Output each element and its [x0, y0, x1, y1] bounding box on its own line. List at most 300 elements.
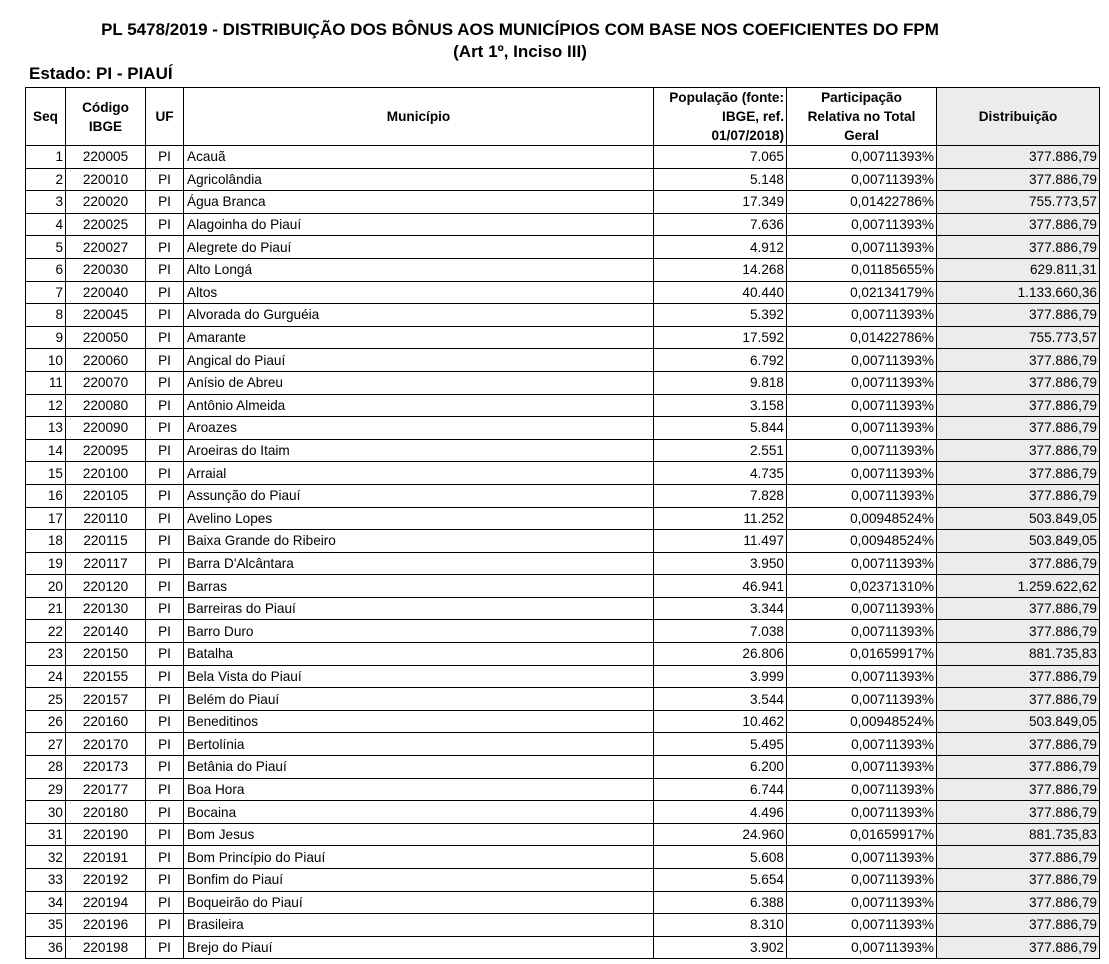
cell-distribuicao: 377.886,79	[937, 394, 1100, 417]
table-row	[26, 778, 1100, 801]
cell-populacao: 46.941	[654, 575, 787, 598]
cell-code: 220192	[66, 869, 146, 892]
cell-distribuicao: 377.886,79	[937, 733, 1100, 756]
cell-participacao: 0,00711393%	[787, 304, 937, 327]
cell-populacao: 6.744	[654, 778, 787, 801]
cell-uf: PI	[146, 530, 184, 553]
cell-participacao: 0,00711393%	[787, 778, 937, 801]
cell-participacao: 0,00948524%	[787, 530, 937, 553]
table-row	[26, 710, 1100, 733]
cell-code: 220105	[66, 484, 146, 507]
cell-seq: 8	[26, 304, 66, 327]
cell-populacao: 4.735	[654, 462, 787, 485]
cell-distribuicao: 377.886,79	[937, 552, 1100, 575]
table-row	[26, 326, 1100, 349]
cell-municipio: Assunção do Piauí	[184, 484, 654, 507]
table-row	[26, 349, 1100, 372]
cell-populacao: 5.608	[654, 846, 787, 869]
cell-municipio: Aroeiras do Itaim	[184, 439, 654, 462]
table-row	[26, 213, 1100, 236]
cell-code: 220027	[66, 236, 146, 259]
cell-populacao: 11.252	[654, 507, 787, 530]
cell-municipio: Bonfim do Piauí	[184, 869, 654, 892]
table-row	[26, 891, 1100, 914]
cell-uf: PI	[146, 552, 184, 575]
cell-populacao: 9.818	[654, 371, 787, 394]
cell-municipio: Barras	[184, 575, 654, 598]
cell-code: 220155	[66, 665, 146, 688]
cell-code: 220090	[66, 417, 146, 440]
cell-uf: PI	[146, 665, 184, 688]
cell-municipio: Boa Hora	[184, 778, 654, 801]
cell-code: 220080	[66, 394, 146, 417]
cell-seq: 2	[26, 168, 66, 191]
cell-uf: PI	[146, 575, 184, 598]
cell-populacao: 7.828	[654, 484, 787, 507]
cell-municipio: Brasileira	[184, 914, 654, 937]
cell-municipio: Antônio Almeida	[184, 394, 654, 417]
cell-municipio: Batalha	[184, 643, 654, 666]
cell-populacao: 3.344	[654, 597, 787, 620]
cell-participacao: 0,00711393%	[787, 688, 937, 711]
table-row	[26, 236, 1100, 259]
cell-populacao: 5.148	[654, 168, 787, 191]
cell-populacao: 5.844	[654, 417, 787, 440]
cell-populacao: 26.806	[654, 643, 787, 666]
cell-populacao: 14.268	[654, 258, 787, 281]
cell-distribuicao: 755.773,57	[937, 326, 1100, 349]
cell-seq: 13	[26, 417, 66, 440]
cell-seq: 27	[26, 733, 66, 756]
table-row	[26, 258, 1100, 281]
cell-municipio: Avelino Lopes	[184, 507, 654, 530]
cell-seq: 16	[26, 484, 66, 507]
table-row	[26, 597, 1100, 620]
cell-uf: PI	[146, 914, 184, 937]
cell-populacao: 8.310	[654, 914, 787, 937]
cell-participacao: 0,00711393%	[787, 733, 937, 756]
document-title: PL 5478/2019 - DISTRIBUIÇÃO DOS BÔNUS AOS MUNICÍPIOS COM BASE NOS COEFICIENTES DO FPM	[101, 20, 939, 39]
col-header-municipio: Município	[184, 88, 654, 146]
cell-participacao: 0,00711393%	[787, 552, 937, 575]
cell-municipio: Belém do Piauí	[184, 688, 654, 711]
cell-distribuicao: 1.259.622,62	[937, 575, 1100, 598]
cell-seq: 10	[26, 349, 66, 372]
cell-municipio: Anísio de Abreu	[184, 371, 654, 394]
cell-seq: 19	[26, 552, 66, 575]
cell-code: 220180	[66, 801, 146, 824]
cell-distribuicao: 377.886,79	[937, 304, 1100, 327]
cell-distribuicao: 755.773,57	[937, 191, 1100, 214]
cell-seq: 15	[26, 462, 66, 485]
cell-uf: PI	[146, 801, 184, 824]
table-row	[26, 575, 1100, 598]
cell-seq: 4	[26, 213, 66, 236]
table-row	[26, 552, 1100, 575]
cell-distribuicao: 377.886,79	[937, 665, 1100, 688]
cell-populacao: 7.065	[654, 146, 787, 169]
cell-seq: 29	[26, 778, 66, 801]
table-row	[26, 823, 1100, 846]
col-header-part-line1: Participação	[821, 90, 902, 105]
cell-code: 220040	[66, 281, 146, 304]
col-header-participacao	[787, 88, 937, 146]
cell-code: 220140	[66, 620, 146, 643]
cell-distribuicao: 503.849,05	[937, 710, 1100, 733]
cell-code: 220130	[66, 597, 146, 620]
cell-participacao: 0,00711393%	[787, 371, 937, 394]
cell-participacao: 0,01422786%	[787, 191, 937, 214]
cell-municipio: Acauã	[184, 146, 654, 169]
cell-uf: PI	[146, 869, 184, 892]
cell-uf: PI	[146, 823, 184, 846]
cell-participacao: 0,00711393%	[787, 168, 937, 191]
cell-code: 220030	[66, 258, 146, 281]
cell-populacao: 3.902	[654, 936, 787, 959]
cell-municipio: Bom Princípio do Piauí	[184, 846, 654, 869]
state-label: Estado: PI - PIAUÍ	[29, 64, 173, 83]
cell-participacao: 0,00948524%	[787, 507, 937, 530]
cell-code: 220010	[66, 168, 146, 191]
cell-municipio: Alegrete do Piauí	[184, 236, 654, 259]
cell-uf: PI	[146, 462, 184, 485]
table-row	[26, 936, 1100, 959]
cell-code: 220025	[66, 213, 146, 236]
table-row	[26, 801, 1100, 824]
table-row	[26, 620, 1100, 643]
cell-uf: PI	[146, 146, 184, 169]
cell-distribuicao: 377.886,79	[937, 462, 1100, 485]
cell-populacao: 3.158	[654, 394, 787, 417]
cell-seq: 28	[26, 756, 66, 779]
cell-distribuicao: 377.886,79	[937, 778, 1100, 801]
cell-seq: 7	[26, 281, 66, 304]
cell-seq: 1	[26, 146, 66, 169]
cell-distribuicao: 377.886,79	[937, 869, 1100, 892]
cell-uf: PI	[146, 258, 184, 281]
cell-distribuicao: 629.811,31	[937, 258, 1100, 281]
col-header-code-line2: IBGE	[88, 118, 123, 134]
cell-seq: 36	[26, 936, 66, 959]
cell-code: 220020	[66, 191, 146, 214]
cell-distribuicao: 377.886,79	[937, 146, 1100, 169]
cell-municipio: Alagoinha do Piauí	[184, 213, 654, 236]
cell-uf: PI	[146, 846, 184, 869]
cell-code: 220095	[66, 439, 146, 462]
table-row	[26, 688, 1100, 711]
cell-participacao: 0,01422786%	[787, 326, 937, 349]
cell-uf: PI	[146, 891, 184, 914]
cell-code: 220173	[66, 756, 146, 779]
cell-distribuicao: 881.735,83	[937, 643, 1100, 666]
table-row	[26, 507, 1100, 530]
cell-uf: PI	[146, 778, 184, 801]
table-row	[26, 371, 1100, 394]
cell-distribuicao: 377.886,79	[937, 846, 1100, 869]
cell-seq: 32	[26, 846, 66, 869]
cell-seq: 30	[26, 801, 66, 824]
cell-code: 220070	[66, 371, 146, 394]
cell-distribuicao: 377.886,79	[937, 914, 1100, 937]
cell-distribuicao: 377.886,79	[937, 801, 1100, 824]
cell-seq: 17	[26, 507, 66, 530]
cell-seq: 5	[26, 236, 66, 259]
cell-municipio: Alvorada do Gurguéia	[184, 304, 654, 327]
table-row	[26, 484, 1100, 507]
cell-municipio: Boqueirão do Piauí	[184, 891, 654, 914]
cell-municipio: Bom Jesus	[184, 823, 654, 846]
cell-municipio: Barra D'Alcântara	[184, 552, 654, 575]
cell-participacao: 0,01659917%	[787, 823, 937, 846]
cell-populacao: 7.038	[654, 620, 787, 643]
table-row	[26, 846, 1100, 869]
table-row	[26, 394, 1100, 417]
cell-populacao: 10.462	[654, 710, 787, 733]
cell-uf: PI	[146, 236, 184, 259]
cell-code: 220190	[66, 823, 146, 846]
cell-distribuicao: 377.886,79	[937, 213, 1100, 236]
cell-seq: 14	[26, 439, 66, 462]
table-header-row	[26, 88, 1100, 146]
cell-populacao: 7.636	[654, 213, 787, 236]
cell-participacao: 0,00711393%	[787, 665, 937, 688]
cell-uf: PI	[146, 304, 184, 327]
cell-uf: PI	[146, 643, 184, 666]
col-header-pop-line3: 01/07/2018)	[711, 128, 784, 143]
cell-seq: 12	[26, 394, 66, 417]
cell-seq: 9	[26, 326, 66, 349]
cell-seq: 6	[26, 258, 66, 281]
cell-municipio: Amarante	[184, 326, 654, 349]
cell-uf: PI	[146, 710, 184, 733]
col-header-distribuicao: Distribuição	[937, 88, 1100, 146]
cell-populacao: 4.912	[654, 236, 787, 259]
cell-uf: PI	[146, 191, 184, 214]
cell-participacao: 0,00711393%	[787, 439, 937, 462]
cell-populacao: 6.792	[654, 349, 787, 372]
cell-participacao: 0,02134179%	[787, 281, 937, 304]
cell-distribuicao: 377.886,79	[937, 936, 1100, 959]
cell-populacao: 40.440	[654, 281, 787, 304]
cell-distribuicao: 377.886,79	[937, 597, 1100, 620]
cell-populacao: 5.392	[654, 304, 787, 327]
col-header-populacao	[654, 88, 787, 146]
cell-municipio: Barreiras do Piauí	[184, 597, 654, 620]
cell-distribuicao: 1.133.660,36	[937, 281, 1100, 304]
cell-municipio: Brejo do Piauí	[184, 936, 654, 959]
cell-code: 220050	[66, 326, 146, 349]
table-body	[26, 146, 1100, 959]
table-row	[26, 530, 1100, 553]
cell-participacao: 0,00711393%	[787, 394, 937, 417]
cell-distribuicao: 377.886,79	[937, 756, 1100, 779]
cell-participacao: 0,00948524%	[787, 710, 937, 733]
cell-participacao: 0,00711393%	[787, 146, 937, 169]
col-header-code-line1: Código	[82, 99, 129, 115]
table-row	[26, 304, 1100, 327]
cell-uf: PI	[146, 733, 184, 756]
cell-distribuicao: 377.886,79	[937, 371, 1100, 394]
cell-participacao: 0,00711393%	[787, 484, 937, 507]
distribution-table	[25, 87, 1100, 959]
col-header-uf: UF	[146, 88, 184, 146]
cell-distribuicao: 377.886,79	[937, 439, 1100, 462]
cell-distribuicao: 377.886,79	[937, 349, 1100, 372]
cell-participacao: 0,00711393%	[787, 801, 937, 824]
cell-populacao: 5.495	[654, 733, 787, 756]
cell-seq: 18	[26, 530, 66, 553]
cell-participacao: 0,00711393%	[787, 914, 937, 937]
cell-seq: 33	[26, 869, 66, 892]
cell-seq: 21	[26, 597, 66, 620]
cell-uf: PI	[146, 213, 184, 236]
table-row	[26, 191, 1100, 214]
cell-code: 220157	[66, 688, 146, 711]
cell-participacao: 0,00711393%	[787, 936, 937, 959]
cell-seq: 23	[26, 643, 66, 666]
cell-uf: PI	[146, 326, 184, 349]
cell-code: 220170	[66, 733, 146, 756]
cell-code: 220110	[66, 507, 146, 530]
cell-code: 220177	[66, 778, 146, 801]
table-row	[26, 417, 1100, 440]
table-row	[26, 914, 1100, 937]
cell-uf: PI	[146, 620, 184, 643]
cell-seq: 25	[26, 688, 66, 711]
cell-seq: 31	[26, 823, 66, 846]
col-header-pop-line1: População (fonte:	[669, 90, 784, 105]
cell-participacao: 0,00711393%	[787, 891, 937, 914]
cell-participacao: 0,00711393%	[787, 597, 937, 620]
table-row	[26, 168, 1100, 191]
cell-populacao: 5.654	[654, 869, 787, 892]
cell-municipio: Arraial	[184, 462, 654, 485]
cell-distribuicao: 377.886,79	[937, 236, 1100, 259]
document-subtitle: (Art 1º, Inciso III)	[453, 42, 587, 61]
cell-populacao: 17.592	[654, 326, 787, 349]
cell-code: 220005	[66, 146, 146, 169]
cell-code: 220160	[66, 710, 146, 733]
cell-distribuicao: 377.886,79	[937, 484, 1100, 507]
cell-uf: PI	[146, 349, 184, 372]
cell-municipio: Bertolínia	[184, 733, 654, 756]
cell-participacao: 0,00711393%	[787, 349, 937, 372]
cell-populacao: 17.349	[654, 191, 787, 214]
cell-participacao: 0,00711393%	[787, 417, 937, 440]
cell-populacao: 24.960	[654, 823, 787, 846]
cell-participacao: 0,00711393%	[787, 620, 937, 643]
cell-municipio: Altos	[184, 281, 654, 304]
table-row	[26, 462, 1100, 485]
cell-distribuicao: 377.886,79	[937, 891, 1100, 914]
cell-populacao: 6.200	[654, 756, 787, 779]
cell-participacao: 0,00711393%	[787, 236, 937, 259]
cell-seq: 35	[26, 914, 66, 937]
cell-participacao: 0,02371310%	[787, 575, 937, 598]
cell-uf: PI	[146, 281, 184, 304]
cell-seq: 24	[26, 665, 66, 688]
cell-distribuicao: 377.886,79	[937, 168, 1100, 191]
cell-municipio: Bela Vista do Piauí	[184, 665, 654, 688]
cell-municipio: Betânia do Piauí	[184, 756, 654, 779]
cell-municipio: Bocaina	[184, 801, 654, 824]
cell-populacao: 6.388	[654, 891, 787, 914]
cell-uf: PI	[146, 936, 184, 959]
cell-code: 220115	[66, 530, 146, 553]
cell-seq: 22	[26, 620, 66, 643]
cell-municipio: Barro Duro	[184, 620, 654, 643]
cell-uf: PI	[146, 394, 184, 417]
cell-seq: 20	[26, 575, 66, 598]
cell-seq: 11	[26, 371, 66, 394]
cell-municipio: Angical do Piauí	[184, 349, 654, 372]
cell-municipio: Água Branca	[184, 191, 654, 214]
cell-uf: PI	[146, 417, 184, 440]
cell-code: 220060	[66, 349, 146, 372]
cell-populacao: 3.950	[654, 552, 787, 575]
table-row	[26, 733, 1100, 756]
cell-uf: PI	[146, 597, 184, 620]
cell-code: 220191	[66, 846, 146, 869]
cell-seq: 34	[26, 891, 66, 914]
cell-distribuicao: 503.849,05	[937, 530, 1100, 553]
cell-participacao: 0,00711393%	[787, 756, 937, 779]
table-row	[26, 665, 1100, 688]
cell-municipio: Beneditinos	[184, 710, 654, 733]
cell-seq: 26	[26, 710, 66, 733]
col-header-pop-line2: IBGE, ref.	[722, 109, 784, 124]
cell-code: 220194	[66, 891, 146, 914]
cell-uf: PI	[146, 371, 184, 394]
cell-distribuicao: 377.886,79	[937, 688, 1100, 711]
table-row	[26, 756, 1100, 779]
cell-participacao: 0,01185655%	[787, 258, 937, 281]
cell-code: 220045	[66, 304, 146, 327]
cell-uf: PI	[146, 484, 184, 507]
cell-uf: PI	[146, 439, 184, 462]
cell-municipio: Baixa Grande do Ribeiro	[184, 530, 654, 553]
table-row	[26, 281, 1100, 304]
col-header-part-line2: Relativa no Total	[807, 109, 916, 124]
cell-populacao: 11.497	[654, 530, 787, 553]
cell-code: 220120	[66, 575, 146, 598]
cell-distribuicao: 377.886,79	[937, 620, 1100, 643]
cell-code: 220150	[66, 643, 146, 666]
cell-municipio: Aroazes	[184, 417, 654, 440]
cell-participacao: 0,00711393%	[787, 869, 937, 892]
cell-populacao: 3.999	[654, 665, 787, 688]
col-header-part-line3: Geral	[844, 128, 879, 143]
table-row	[26, 439, 1100, 462]
cell-code: 220198	[66, 936, 146, 959]
cell-uf: PI	[146, 507, 184, 530]
cell-uf: PI	[146, 756, 184, 779]
cell-code: 220117	[66, 552, 146, 575]
cell-code: 220100	[66, 462, 146, 485]
cell-participacao: 0,00711393%	[787, 462, 937, 485]
table-row	[26, 869, 1100, 892]
col-header-code	[66, 88, 146, 146]
table-row	[26, 643, 1100, 666]
cell-participacao: 0,00711393%	[787, 846, 937, 869]
table-row	[26, 146, 1100, 169]
cell-seq: 3	[26, 191, 66, 214]
cell-populacao: 4.496	[654, 801, 787, 824]
cell-municipio: Alto Longá	[184, 258, 654, 281]
cell-populacao: 2.551	[654, 439, 787, 462]
cell-distribuicao: 377.886,79	[937, 417, 1100, 440]
cell-code: 220196	[66, 914, 146, 937]
